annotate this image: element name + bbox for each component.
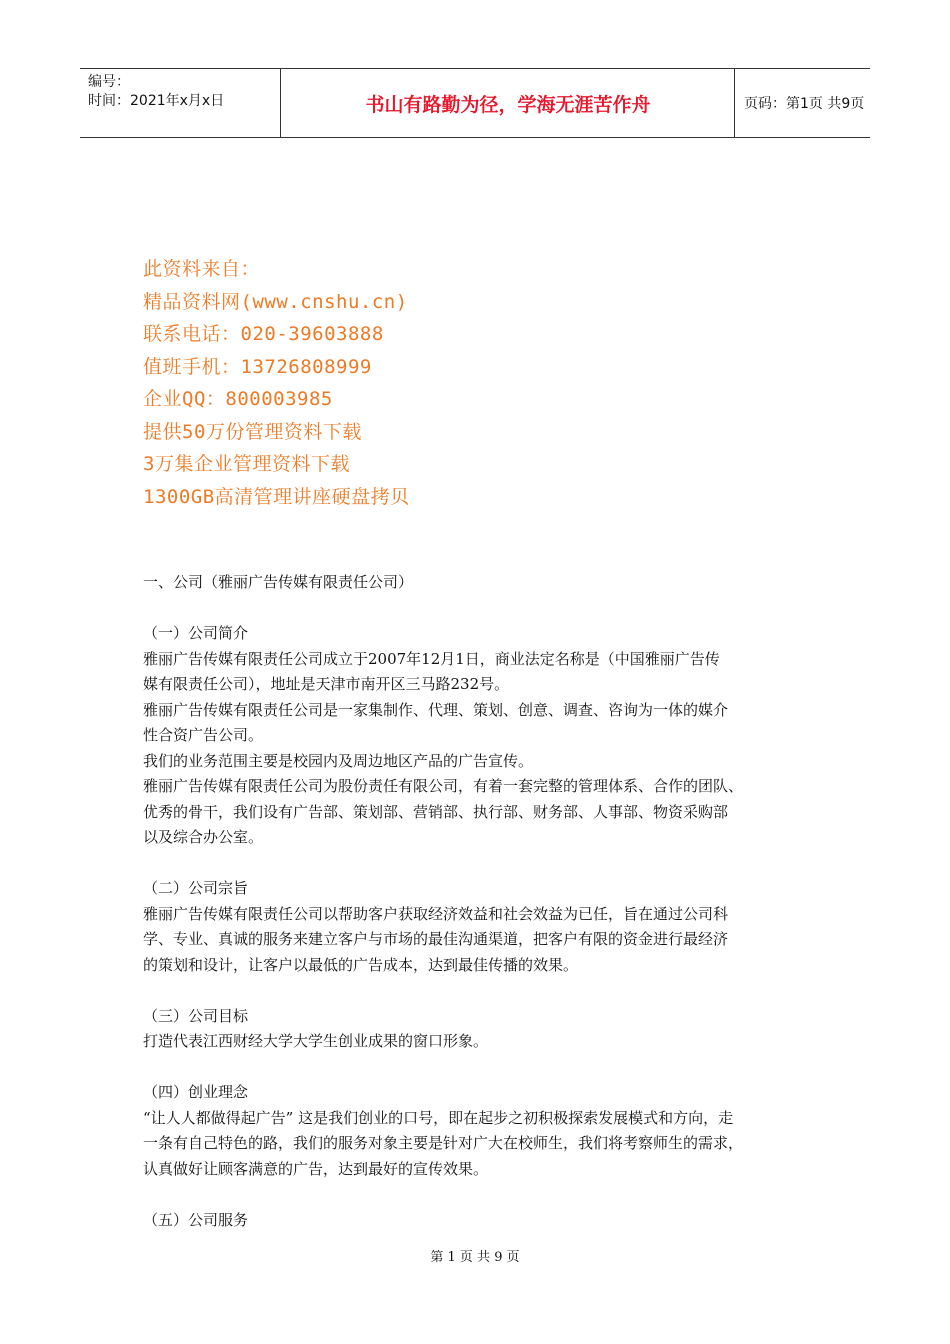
page-header	[80, 68, 870, 138]
page-footer: 第 1 页 共 9 页	[430, 1250, 520, 1265]
section-heading: （五）公司服务	[143, 1210, 249, 1229]
promo-line: 提供50万份管理资料下载	[143, 420, 362, 443]
header-meta	[80, 69, 281, 137]
section-heading: （二）公司宗旨	[143, 879, 249, 897]
paragraph-line: 雅丽广告传媒有限责任公司成立于2007年12月1日，商业法定名称是（中国雅丽广告传	[143, 649, 720, 668]
promo-line: 3万集企业管理资料下载	[143, 453, 350, 475]
document-body	[143, 570, 803, 1233]
section-heading: （三）公司目标	[143, 1006, 249, 1025]
paragraph-line: 雅丽广告传媒有限责任公司以帮助客户获取经济效益和社会效益为已任，旨在通过公司科	[143, 904, 729, 923]
paragraph-line: 雅丽广告传媒有限责任公司是一家集制作、代理、策划、创意、调查、咨询为一体的媒介	[143, 700, 729, 719]
promo-line: 企业QQ：800003985	[143, 388, 333, 410]
paragraph-line: 性合资广告公司。	[143, 726, 264, 744]
promo-line: 此资料来自：	[143, 258, 261, 280]
paragraph-line: 我们的业务范围主要是校园内及周边地区产品的广告宣传。	[143, 751, 534, 770]
serial-label: 编号：	[88, 74, 130, 90]
header-motto: 书山有路勤为径，学海无涯苦作舟	[282, 69, 735, 137]
paragraph-line: 媒有限责任公司），地址是天津市南开区三马路232号。	[143, 675, 510, 693]
paragraph-line: 以及综合办公室。	[143, 828, 264, 846]
paragraph-line: 认真做好让顾客满意的广告，达到最好的宣传效果。	[143, 1159, 489, 1178]
doc-title: 一、公司（雅丽广告传媒有限责任公司）	[143, 573, 414, 591]
paragraph-line: 一条有自己特色的路，我们的服务对象主要是针对广大在校师生，我们将考察师生的需求，	[143, 1134, 744, 1152]
date-label: 时间：2021年x月x日	[88, 93, 225, 109]
section-heading: （一）公司简介	[143, 624, 249, 642]
promo-block	[143, 253, 410, 513]
paragraph-line: 优秀的骨干，我们设有广告部、策划部、营销部、执行部、财务部、人事部、物资采购部	[143, 802, 729, 821]
promo-line: 精品资料网(www.cnshu.cn)	[143, 290, 408, 313]
paragraph-line: 打造代表江西财经大学大学生创业成果的窗口形象。	[143, 1032, 489, 1050]
paragraph-line: 雅丽广告传媒有限责任公司为股份责任有限公司，有着一套完整的管理体系、合作的团队、	[143, 777, 744, 795]
header-page-info: 页码：第1页 共9页	[744, 96, 865, 112]
paragraph-line: “让人人都做得起广告” 这是我们创业的口号，即在起步之初积极探索发展模式和方向，走	[143, 1108, 734, 1127]
promo-line: 值班手机：13726808999	[143, 355, 372, 378]
paragraph-line: 学、专业、真诚的服务来建立客户与市场的最佳沟通渠道，把客户有限的资金进行最经济	[143, 930, 729, 948]
section-heading: （四）创业理念	[143, 1083, 249, 1101]
promo-line: 联系电话：020-39603888	[143, 323, 384, 345]
paragraph-line: 的策划和设计，让客户以最低的广告成本，达到最佳传播的效果。	[143, 955, 579, 974]
promo-line: 1300GB高清管理讲座硬盘拷贝	[143, 485, 410, 508]
